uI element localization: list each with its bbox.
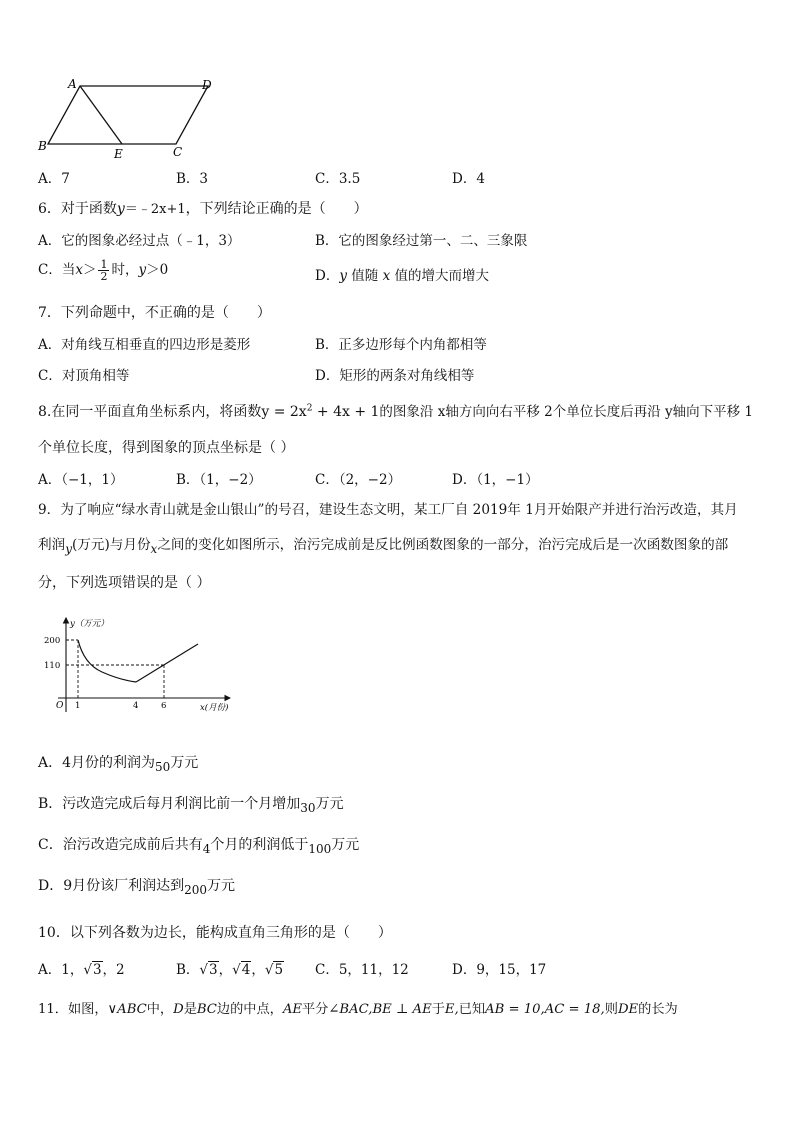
q9-option-c[interactable] [38,834,359,854]
inverse-proportion-curve [78,640,136,682]
q9-line1: 9．为了响应“绿水青山就是金山银山”的号召，建设生态文明，某工厂自 2019年 1月开始限产并进行治污改造，其月 [38,502,738,518]
q8-pre: 8.在同一平面直角坐标系内，将函数 [38,404,262,420]
q6-c-fraction [98,259,109,282]
q9-option-a[interactable] [38,752,198,772]
q9-option-b[interactable] [38,793,344,813]
q6-func: ＝﹣2x+1 [124,202,186,217]
q6-stem-pre: 6．对于函数 [38,201,117,217]
q11-angle: ∠BAC,BE ⊥ AE [328,1002,432,1017]
q9-line3: 分，下列选项错误的是（ ） [38,575,211,591]
q6-d-mid: 值随 [351,268,379,284]
q7-option-d[interactable]: D．矩形的两条对角线相等 [315,368,475,384]
q8-func-b: + 4x + 1 [312,404,380,420]
q6-option-c[interactable] [38,258,168,282]
q10-b-radicand-3: 5 [274,962,284,978]
q11-p6: 已知 [458,1002,486,1017]
q8-post: 的图象沿 x轴方向向右平移 2个单位长度后再沿 y轴向下平移 1 [379,404,754,420]
q9-l2-b: (万元)与月份 [71,537,151,553]
q6-stem [38,198,368,218]
q11-E: E, [444,1002,459,1017]
q10-option-b[interactable] [176,958,284,978]
q6-c-gt: ＞ [82,262,97,278]
q9-c-mid: 个月的利润低于 [210,837,309,853]
q5-option-b[interactable]: B．3 [176,171,209,187]
q6-d-x: x [382,268,391,284]
q9-b-post: 万元 [315,796,344,812]
q11-tri: ∨ABC [107,1002,147,1017]
q6-d-pre: D． [315,268,340,284]
x-tick-1: 1 [75,701,81,711]
q11-stem [38,998,678,1017]
q6-c-post1: 时， [111,262,139,278]
q6-d-post: 值的增大而增大 [394,268,489,284]
q8-line1 [38,400,753,421]
q10-b-sep1: ， [218,962,233,978]
q9-a-post: 万元 [170,755,199,771]
q6-c-denominator: 2 [100,270,108,283]
q10-a-pre: A．1， [38,962,84,978]
q5-option-d[interactable]: D．4 [452,171,485,187]
parallelogram-outline [48,86,208,144]
q6-c-numerator: 1 [100,258,108,271]
label-B: B [38,139,47,153]
q9-b-val: 30 [300,801,316,815]
q10-b-sqrt2: √4 [232,962,251,978]
q10-b-radicand-1: 3 [209,962,218,978]
parallelogram-figure [30,72,230,164]
q11-AE: AE [282,1002,302,1017]
q11-p5: 于 [431,1002,445,1017]
q11-p2: 是 [183,1002,197,1017]
q8-option-b[interactable]: B．（1，−2） [176,472,262,488]
q6-stem-post: ，下列结论正确的是（ ） [185,201,368,217]
q10-b-sep2: ， [251,962,265,978]
q6-c-y: y [138,262,147,278]
q8-func-exp: 2 [306,403,313,414]
q7-option-a[interactable]: A．对角线互相垂直的四边形是菱形 [38,337,251,353]
linear-segment [136,644,198,682]
q10-a-post: ，2 [102,962,125,978]
q6-c-post2: ＞0 [146,262,169,278]
q6-option-a[interactable]: A．它的图象必经过点（﹣1，3） [38,233,241,249]
q10-a-sqrt: √3 [83,962,102,978]
q8-option-d[interactable]: D．（1，−1） [452,472,539,488]
q9-l2-y: y [65,542,72,556]
q9-c-val1: 4 [202,842,211,856]
segment-AE [80,86,122,144]
q9-a-val: 50 [155,760,171,774]
q10-stem: 10．以下列各数为边长，能构成直角三角形的是（ ） [38,925,392,941]
q6-d-y: y [339,268,347,284]
q5-option-c[interactable]: C．3.5 [315,171,361,187]
y-tick-200: 200 [44,636,61,646]
q9-l2-a: 利润 [38,537,66,553]
q11-num: 11．如图， [38,1002,108,1017]
label-C: C [173,145,183,159]
q9-d-pre: D．9月份该厂利润达到 [38,878,185,894]
q6-c-x: x [75,262,83,278]
q11-p4: 平分 [302,1002,329,1017]
profit-graph [40,606,245,726]
q6-option-b[interactable]: B．它的图象经过第一、二、三象限 [315,233,528,249]
q5-option-a[interactable]: A．7 [38,171,70,187]
q11-BC: BC [196,1002,217,1017]
q11-p1: 中， [146,1002,174,1017]
y-axis-label: y（万元） [70,619,109,629]
q10-b-sqrt1: √3 [199,962,218,978]
q11-DE: DE [617,1002,639,1017]
label-E: E [114,147,123,161]
q9-option-d[interactable] [38,875,235,895]
q7-stem: 7．下列命题中，不正确的是（ ） [38,305,271,321]
q10-b-radicand-2: 4 [241,962,251,978]
q9-line2 [38,533,729,556]
q8-option-a[interactable]: A．（−1，1） [38,472,124,488]
label-A: A [68,77,77,91]
q11-cond: AB = 10,AC = 18, [485,1002,605,1017]
q9-a-pre: A．4月份的利润为 [38,755,156,771]
x-tick-4: 4 [133,701,139,711]
x-tick-6: 6 [161,701,167,711]
q11-D: D [173,1002,184,1017]
q9-c-pre: C．治污改造完成前后共有 [38,837,203,853]
q8-option-c[interactable]: C．（2，−2） [315,472,402,488]
q8-line2: 个单位长度，得到图象的顶点坐标是（ ） [38,440,295,456]
q9-c-val2: 100 [308,842,332,856]
q9-b-pre: B．污改造完成后每月利润比前一个月增加 [38,796,301,812]
q10-a-radicand: 3 [92,962,102,978]
q6-option-d[interactable] [315,264,489,284]
q9-c-post: 万元 [331,837,360,853]
q9-l2-c: 之间的变化如图所示，治污完成前是反比例函数图象的一部分，治污完成后是一次函数图象的部 [157,537,729,553]
q8-func [261,404,379,420]
y-tick-110: 110 [44,661,61,671]
label-D: D [202,78,212,92]
q8-func-a: y = 2x [261,404,307,420]
q7-option-c[interactable]: C．对顶角相等 [38,368,130,384]
q6-func-y: y [116,201,125,217]
q9-d-post: 万元 [207,878,236,894]
q10-option-c[interactable]: C．5，11，12 [315,962,409,978]
q7-option-b[interactable]: B．正多边形每个内角都相等 [315,337,487,353]
q10-b-pre: B． [176,962,200,978]
q11-p8: 的长为 [638,1002,678,1017]
q10-option-d[interactable]: D．9，15，17 [452,962,547,978]
q11-p7: 则 [604,1002,618,1017]
q10-b-sqrt3: √5 [264,962,284,978]
q9-l2-x: x [150,542,158,556]
q6-c-pre: C．当 [38,262,76,278]
q9-d-val: 200 [184,883,208,897]
q11-p3: 边的中点， [216,1002,283,1017]
q10-option-a[interactable] [38,958,125,978]
origin-label: O [56,701,64,711]
x-axis-label: x(月份) [200,703,229,713]
